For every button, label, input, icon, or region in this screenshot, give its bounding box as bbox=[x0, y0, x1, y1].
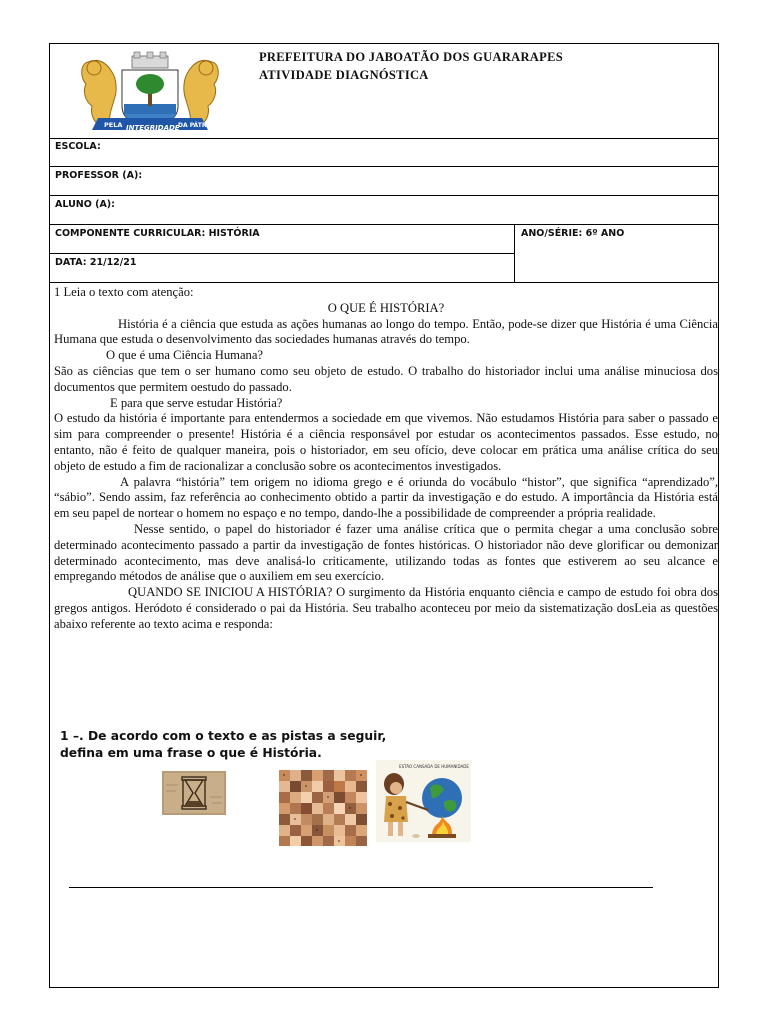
paragraph-4: A palavra “história” tem origem no idioma grego e é oriunda do vocábulo “histor”, que significa “aprendizado”, “sábio”. Sendo assim, faz referência ao conhecimento obtido a partir da investigação e do estudo. A importância da História está em seu papel de nortear o homem no espaço e no tempo, dando-lhe a possibilidade de compreender a própria realidade. bbox=[54, 474, 718, 521]
svg-text:PELA: PELA bbox=[104, 121, 123, 129]
professor-field[interactable] bbox=[50, 167, 718, 196]
question-1: 1 –. De acordo com o texto e as pistas a seguir, defina em uma frase o que é História. bbox=[60, 729, 387, 760]
svg-text:INTEGRIDADE: INTEGRIDADE bbox=[126, 124, 180, 132]
header bbox=[50, 44, 718, 139]
faces-mosaic-image bbox=[279, 770, 367, 846]
paragraph-6: QUANDO SE INICIOU A HISTÓRIA? O surgimento da História enquanto ciência e campo de estudo foi obra dos gregos antigos. Heródoto é considerado o pai da História. Seu trabalho aconteceu por meio da sistematização dosLeia as questões abaixo referente ao texto acima e responda: bbox=[54, 585, 718, 631]
cavemen-globe-cartoon-image bbox=[376, 760, 471, 842]
worksheet bbox=[49, 43, 719, 988]
text-title: O QUE É HISTÓRIA? bbox=[327, 300, 445, 315]
paragraph-5: Nesse sentido, o papel do historiador é fazer uma análise crítica que o permita chegar a uma conclusão sobre determinado acontecimento passado a partir da investigação de fontes históricas. O historiador não deve glorificar ou demonizar determinado acontecimento, mas deve analisá-lo criticamente, utilizando todas as fontes que estiverem ao seu alcance e empregando métodos de análise que o auxiliem em seu exercício. bbox=[54, 521, 718, 584]
coat-of-arms-icon bbox=[78, 50, 222, 136]
hourglass-image bbox=[162, 771, 226, 815]
paragraph-1: História é a ciência que estuda as ações humanas ao longo do tempo. Então, pode-se dizer que História é uma Ciência Humana que estuda o desenvolvimento das sociedades humanas através do tempo. bbox=[54, 316, 718, 347]
data-field bbox=[50, 254, 515, 283]
aluno-label: ALUNO (A): bbox=[55, 199, 115, 210]
escola-label: ESCOLA: bbox=[55, 141, 101, 152]
data-label: DATA: 21/12/21 bbox=[55, 257, 137, 268]
componente-field bbox=[50, 225, 515, 254]
answer-line[interactable] bbox=[69, 887, 653, 888]
activity-title: ATIVIDADE DIAGNÓSTICA bbox=[259, 68, 429, 82]
prefeitura-title: PREFEITURA DO JABOATÃO DOS GUARARAPES bbox=[259, 50, 563, 64]
aluno-field[interactable] bbox=[50, 196, 718, 225]
header-title bbox=[259, 48, 563, 84]
svg-text:DA PÁTRIA: DA PÁTRIA bbox=[178, 122, 214, 129]
ano-serie-label: ANO/SÉRIE: 6º ANO bbox=[521, 228, 625, 239]
paragraph-2: São as ciências que tem o ser humano como seu objeto de estudo. O trabalho do historiador inclui uma análise minuciosa dos documentos que permitem oestudo do passado. bbox=[54, 363, 718, 394]
svg-text:ESTÃO CANSADA DE HUMANIDADE: ESTÃO CANSADA DE HUMANIDADE bbox=[399, 764, 469, 769]
escola-field[interactable] bbox=[50, 138, 718, 167]
paragraph-3: O estudo da história é importante para entendermos a sociedade em que vivemos. Não estudamos História para saber o passado e sim para compreender o presente! História é a ciência responsável por estudar os acontecimentos passados. Esse estudo, no entanto, não é feito de qualquer maneira, pois o historiador, em seu ofício, deve colocar em prática uma análise crítica do seu objeto de estudo a fim de racionalizar a conclusão sobre os acontecimentos investigados. bbox=[54, 411, 718, 473]
intro-line: 1 Leia o texto com atenção: bbox=[54, 285, 194, 299]
reading-text bbox=[54, 285, 718, 633]
question-ciencia-humana: O que é uma Ciência Humana? bbox=[106, 348, 264, 363]
professor-label: PROFESSOR (A): bbox=[55, 170, 143, 181]
ano-serie-field bbox=[515, 225, 719, 283]
question-para-que-serve: E para que serve estudar História? bbox=[110, 395, 283, 410]
componente-label: COMPONENTE CURRICULAR: HISTÓRIA bbox=[55, 228, 260, 239]
